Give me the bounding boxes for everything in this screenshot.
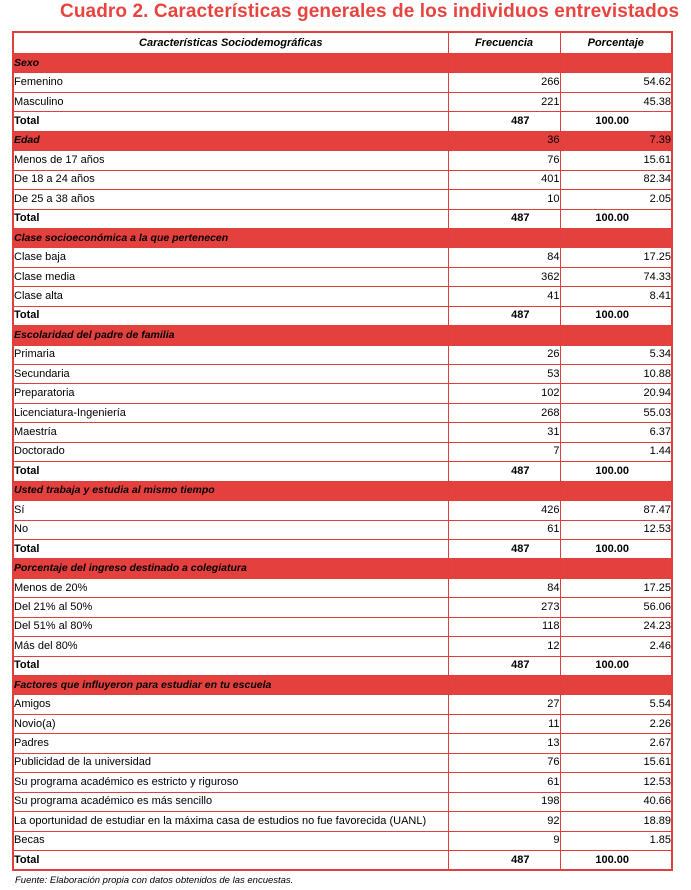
table-row	[13, 812, 672, 831]
column-header-frequency: Frecuencia	[448, 32, 560, 54]
frequency-cell: 61	[448, 520, 560, 539]
percentage-cell: 17.25	[560, 248, 672, 267]
frequency-cell: 487	[448, 462, 560, 481]
frequency-cell: 27	[448, 695, 560, 714]
percentage-cell: 15.61	[560, 753, 672, 772]
table-row	[13, 617, 672, 636]
frequency-cell: 487	[448, 850, 560, 870]
header-row	[13, 32, 672, 54]
frequency-cell: 36	[448, 131, 560, 150]
percentage-cell: 7.39	[560, 131, 672, 150]
frequency-cell	[448, 54, 560, 73]
table-row	[13, 831, 672, 850]
percentage-cell: 17.25	[560, 578, 672, 597]
column-header-percentage: Porcentaje	[560, 32, 672, 54]
percentage-cell: 45.38	[560, 92, 672, 111]
table-row	[13, 501, 672, 520]
frequency-cell: 198	[448, 792, 560, 811]
percentage-cell: 12.53	[560, 520, 672, 539]
section-header-row	[13, 228, 672, 247]
frequency-cell: 53	[448, 365, 560, 384]
row-label: No	[13, 520, 448, 539]
row-label: Factores que influyeron para estudiar en tu escuela	[13, 676, 448, 695]
frequency-cell: 41	[448, 287, 560, 306]
section-header-row	[13, 54, 672, 73]
table-row	[13, 637, 672, 656]
row-label: Clase alta	[13, 287, 448, 306]
table-row	[13, 714, 672, 733]
table-row	[13, 384, 672, 403]
percentage-cell	[560, 54, 672, 73]
percentage-cell: 100.00	[560, 306, 672, 325]
percentage-cell	[560, 676, 672, 695]
table-row	[13, 753, 672, 772]
frequency-cell: 7	[448, 442, 560, 461]
table-row	[13, 773, 672, 792]
total-row	[13, 462, 672, 481]
table-row	[13, 267, 672, 286]
total-row	[13, 112, 672, 131]
row-label: Masculino	[13, 92, 448, 111]
table-row	[13, 151, 672, 170]
total-row	[13, 209, 672, 228]
characteristics-table	[12, 31, 673, 871]
frequency-cell: 84	[448, 248, 560, 267]
frequency-cell: 273	[448, 598, 560, 617]
percentage-cell: 100.00	[560, 850, 672, 870]
frequency-cell: 61	[448, 773, 560, 792]
frequency-cell	[448, 559, 560, 578]
percentage-cell: 2.26	[560, 714, 672, 733]
table-row	[13, 520, 672, 539]
percentage-cell: 10.88	[560, 365, 672, 384]
section-header-row	[13, 326, 672, 345]
row-label: Licenciatura-Ingeniería	[13, 403, 448, 422]
total-row	[13, 850, 672, 870]
percentage-cell: 55.03	[560, 403, 672, 422]
table-row	[13, 403, 672, 422]
frequency-cell: 268	[448, 403, 560, 422]
row-label: Femenino	[13, 73, 448, 92]
table-row	[13, 792, 672, 811]
row-label: De 18 a 24 años	[13, 170, 448, 189]
frequency-cell	[448, 326, 560, 345]
table-row	[13, 248, 672, 267]
percentage-cell: 15.61	[560, 151, 672, 170]
percentage-cell: 100.00	[560, 656, 672, 675]
row-label: La oportunidad de estudiar en la máxima casa de estudios no fue favorecida (UANL)	[13, 812, 448, 831]
frequency-cell: 13	[448, 734, 560, 753]
percentage-cell	[560, 559, 672, 578]
percentage-cell: 54.62	[560, 73, 672, 92]
table-title: Cuadro 2. Características generales de los individuos entrevistados	[60, 1, 680, 22]
table-row	[13, 345, 672, 364]
row-label: Total	[13, 462, 448, 481]
section-header-row	[13, 131, 672, 150]
row-label: Total	[13, 209, 448, 228]
frequency-cell: 221	[448, 92, 560, 111]
row-label: Total	[13, 539, 448, 558]
section-header-row	[13, 676, 672, 695]
percentage-cell: 100.00	[560, 539, 672, 558]
frequency-cell: 362	[448, 267, 560, 286]
percentage-cell	[560, 481, 672, 500]
frequency-cell: 487	[448, 112, 560, 131]
percentage-cell: 2.67	[560, 734, 672, 753]
percentage-cell: 12.53	[560, 773, 672, 792]
frequency-cell: 12	[448, 637, 560, 656]
row-label: Su programa académico es más sencillo	[13, 792, 448, 811]
table-row	[13, 734, 672, 753]
percentage-cell: 100.00	[560, 209, 672, 228]
frequency-cell: 92	[448, 812, 560, 831]
percentage-cell: 5.34	[560, 345, 672, 364]
frequency-cell	[448, 481, 560, 500]
percentage-cell: 2.46	[560, 637, 672, 656]
row-label: Publicidad de la universidad	[13, 753, 448, 772]
table-row	[13, 442, 672, 461]
frequency-cell: 118	[448, 617, 560, 636]
row-label: Del 51% al 80%	[13, 617, 448, 636]
percentage-cell: 40.66	[560, 792, 672, 811]
percentage-cell: 5.54	[560, 695, 672, 714]
row-label: Maestría	[13, 423, 448, 442]
total-row	[13, 306, 672, 325]
row-label: Más del 80%	[13, 637, 448, 656]
row-label: Padres	[13, 734, 448, 753]
percentage-cell: 87.47	[560, 501, 672, 520]
row-label: De 25 a 38 años	[13, 190, 448, 209]
frequency-cell: 9	[448, 831, 560, 850]
frequency-cell: 102	[448, 384, 560, 403]
percentage-cell: 74.33	[560, 267, 672, 286]
row-label: Becas	[13, 831, 448, 850]
row-label: Preparatoria	[13, 384, 448, 403]
column-header-characteristics: Características Sociodemográficas	[13, 32, 448, 54]
table-row	[13, 578, 672, 597]
table-row	[13, 423, 672, 442]
row-label: Escolaridad del padre de familia	[13, 326, 448, 345]
percentage-cell: 82.34	[560, 170, 672, 189]
row-label: Porcentaje del ingreso destinado a colegiatura	[13, 559, 448, 578]
table-body	[13, 54, 672, 871]
percentage-cell: 20.94	[560, 384, 672, 403]
row-label: Amigos	[13, 695, 448, 714]
percentage-cell: 6.37	[560, 423, 672, 442]
frequency-cell: 401	[448, 170, 560, 189]
row-label: Edad	[13, 131, 448, 150]
percentage-cell: 18.89	[560, 812, 672, 831]
frequency-cell: 76	[448, 753, 560, 772]
percentage-cell: 24.23	[560, 617, 672, 636]
row-label: Total	[13, 306, 448, 325]
frequency-cell: 11	[448, 714, 560, 733]
percentage-cell: 1.44	[560, 442, 672, 461]
row-label: Primaria	[13, 345, 448, 364]
total-row	[13, 656, 672, 675]
row-label: Novio(a)	[13, 714, 448, 733]
frequency-cell: 487	[448, 539, 560, 558]
frequency-cell: 426	[448, 501, 560, 520]
percentage-cell: 100.00	[560, 462, 672, 481]
table-row	[13, 73, 672, 92]
frequency-cell: 76	[448, 151, 560, 170]
source-note: Fuente: Elaboración propia con datos obtenidos de las encuestas.	[15, 875, 294, 886]
row-label: Del 21% al 50%	[13, 598, 448, 617]
percentage-cell: 100.00	[560, 112, 672, 131]
table-row	[13, 190, 672, 209]
row-label: Sexo	[13, 54, 448, 73]
frequency-cell: 31	[448, 423, 560, 442]
table-row	[13, 365, 672, 384]
row-label: Total	[13, 112, 448, 131]
percentage-cell	[560, 228, 672, 247]
section-header-row	[13, 481, 672, 500]
row-label: Clase baja	[13, 248, 448, 267]
percentage-cell: 1.85	[560, 831, 672, 850]
table-row	[13, 695, 672, 714]
table-row	[13, 92, 672, 111]
percentage-cell	[560, 326, 672, 345]
row-label: Secundaria	[13, 365, 448, 384]
percentage-cell: 2.05	[560, 190, 672, 209]
row-label: Usted trabaja y estudia al mismo tiempo	[13, 481, 448, 500]
section-header-row	[13, 559, 672, 578]
frequency-cell: 487	[448, 306, 560, 325]
frequency-cell: 487	[448, 209, 560, 228]
row-label: Clase socioeconómica a la que pertenecen	[13, 228, 448, 247]
frequency-cell: 487	[448, 656, 560, 675]
total-row	[13, 539, 672, 558]
table-row	[13, 170, 672, 189]
row-label: Su programa académico es estricto y riguroso	[13, 773, 448, 792]
percentage-cell: 56.06	[560, 598, 672, 617]
frequency-cell: 266	[448, 73, 560, 92]
row-label: Clase media	[13, 267, 448, 286]
percentage-cell: 8.41	[560, 287, 672, 306]
row-label: Menos de 17 años	[13, 151, 448, 170]
table-row	[13, 287, 672, 306]
frequency-cell: 84	[448, 578, 560, 597]
frequency-cell	[448, 676, 560, 695]
row-label: Menos de 20%	[13, 578, 448, 597]
row-label: Doctorado	[13, 442, 448, 461]
row-label: Total	[13, 850, 448, 870]
table-row	[13, 598, 672, 617]
row-label: Total	[13, 656, 448, 675]
row-label: Sí	[13, 501, 448, 520]
frequency-cell: 26	[448, 345, 560, 364]
frequency-cell	[448, 228, 560, 247]
frequency-cell: 10	[448, 190, 560, 209]
